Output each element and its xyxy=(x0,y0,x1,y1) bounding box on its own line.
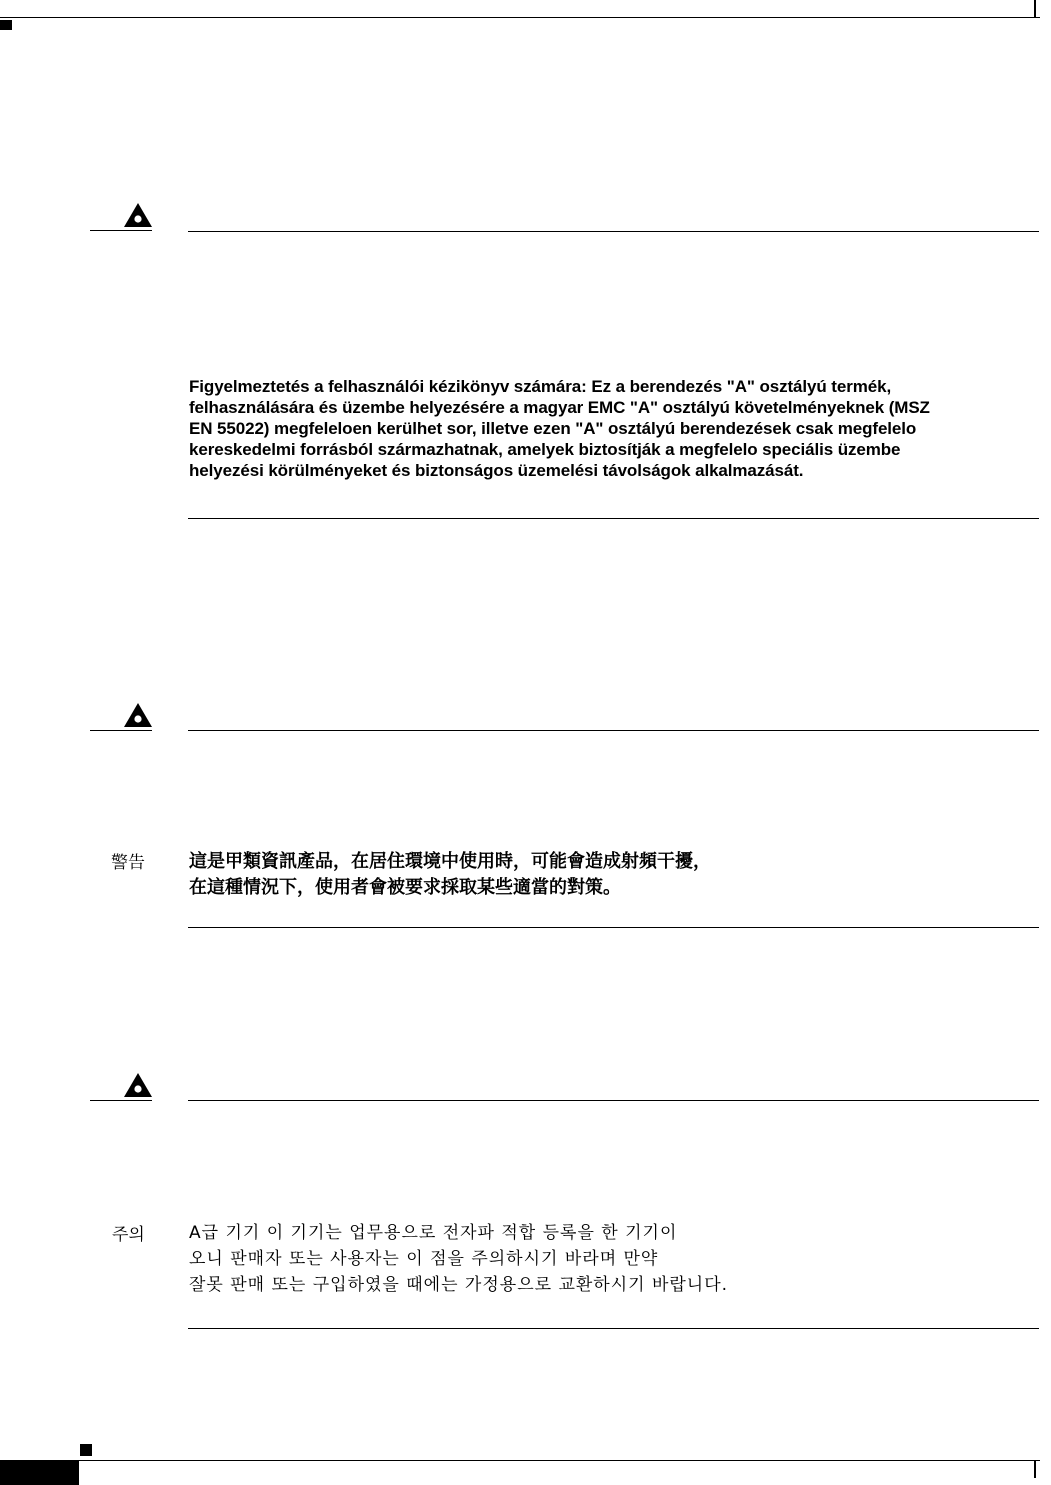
warning-1-line: kereskedelmi forrásból származhatnak, amelyek biztosítják a megfelelo speciális üzembe xyxy=(189,440,901,459)
warning-1-line: helyezési körülményeket és biztonságos üzemelési távolságok alkalmazását. xyxy=(189,461,804,480)
warning-3-top-rule xyxy=(188,1100,1039,1101)
warning-3-bottom-rule xyxy=(188,1328,1039,1329)
warning-1-line: Figyelmeztetés a felhasználói kézikönyv számára: Ez a berendezés "A" osztályú termék, xyxy=(189,377,892,396)
warning-triangle-icon xyxy=(123,1072,153,1098)
warning-3-text xyxy=(189,1220,728,1298)
warning-3-line: 잘못 판매 또는 구입하였을 때에는 가정용으로 교환하시기 바랍니다. xyxy=(189,1275,729,1295)
top-right-corner-mark xyxy=(1034,0,1036,17)
bottom-left-corner-mark xyxy=(80,1444,92,1456)
warning-2-line: 這是甲類資訊產品，在居住環境中使用時，可能會造成射頻干擾， xyxy=(189,851,711,872)
warning-1-line: felhasználására és üzembe helyezésére a magyar EMC "A" osztályú követelményeknek (MSZ xyxy=(189,398,930,417)
warning-3-line: A급 기기 이 기기는 업무용으로 전자파 적합 등록을 한 기기이 xyxy=(189,1223,678,1243)
warning-2-text xyxy=(189,849,711,901)
warning-2-top-rule xyxy=(188,730,1039,731)
warning-1-icon-rule xyxy=(90,230,152,231)
warning-2-label: 警告 xyxy=(111,853,145,873)
warning-1-bottom-rule xyxy=(188,518,1039,519)
page-bottom-rule xyxy=(79,1460,1040,1461)
warning-3-label: 주의 xyxy=(112,1225,145,1245)
warning-triangle-icon xyxy=(123,202,153,228)
bottom-right-corner-mark xyxy=(1034,1460,1036,1478)
warning-triangle-icon xyxy=(123,702,153,728)
warning-2-icon-rule xyxy=(90,730,152,731)
warning-3-icon-rule xyxy=(90,1100,152,1101)
top-left-corner-mark xyxy=(0,20,12,30)
page-top-rule xyxy=(0,17,1040,18)
warning-2-bottom-rule xyxy=(188,927,1039,928)
footer-tab-block xyxy=(0,1460,79,1485)
warning-2-line: 在這種情況下，使用者會被要求採取某些適當的對策。 xyxy=(189,877,621,898)
warning-1-top-rule xyxy=(188,231,1039,232)
warning-1-line: EN 55022) megfeleloen kerülhet sor, illetve ezen "A" osztályú berendezések csak megfelelo xyxy=(189,419,917,438)
warning-1-text xyxy=(189,376,930,481)
warning-3-line: 오니 판매자 또는 사용자는 이 점을 주의하시기 바라며 만약 xyxy=(189,1249,659,1269)
